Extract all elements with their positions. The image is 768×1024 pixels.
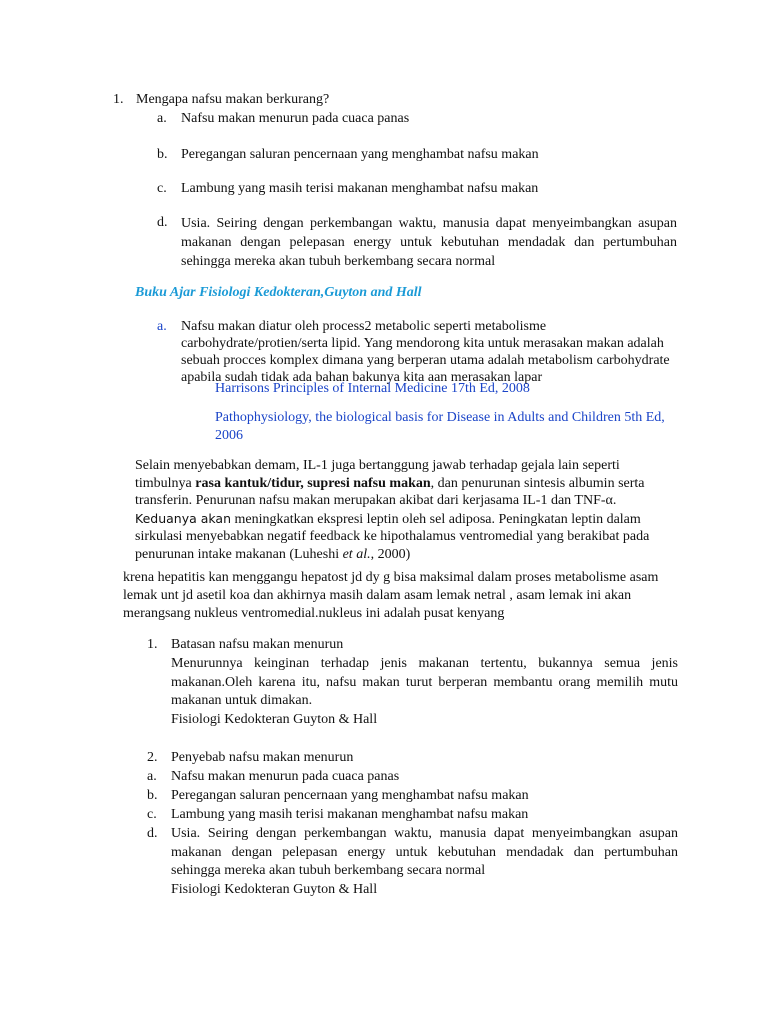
il1-etal: et al. xyxy=(342,546,371,562)
penyebab-item-d-marker: d. xyxy=(147,826,158,841)
q1-item-b-text: Peregangan saluran pencernaan yang menghambat nafsu makan xyxy=(181,147,539,162)
penyebab-item-d-text: Usia. Seiring dengan perkembangan waktu, manusia dapat menyeimbangkan asupan makanan dengan pelepasan energy untuk kebutuhan mendadak dan pertumbuhan sehingga mereka akan tubuh berkembang secara normal xyxy=(171,826,678,878)
q1-item-b-marker: b. xyxy=(157,147,168,162)
q1-item-a-marker: a. xyxy=(157,111,167,126)
batasan-number: 1. xyxy=(147,637,158,652)
q1-item-d-text: Usia. Seiring dengan perkembangan waktu, manusia dapat menyeimbangkan asupan makanan dengan pelepasan energy untuk kebutuhan mendadak dan pertumbuhan sehingga mereka akan tubuh berkembang secara normal xyxy=(181,216,677,269)
batasan-title: Batasan nafsu makan menurun xyxy=(171,637,344,652)
q1-item-c-marker: c. xyxy=(157,181,167,196)
penyebab-item-c-marker: c. xyxy=(147,807,157,822)
il1-text-3: meningkatkan ekspresi leptin oleh sel adiposa. Peningkatan leptin dalam sirkulasi menyebabkan negatif feedback ke hipothalamus ventromedial yang berakibat pada penurunan intake makanan (Luheshi xyxy=(135,511,650,562)
ref-pathophysiology: Pathophysiology, the biological basis for Disease in Adults and Children 5th Ed, 2006 xyxy=(215,410,665,443)
source-guyton-hall: Buku Ajar Fisiologi Kedokteran,Guyton and Hall xyxy=(135,285,422,300)
hepatitis-paragraph: krena hepatitis kan menggangu hepatost jd dy g bisa maksimal dalam proses metabolisme asam lemak unt jd asetil koa dan akhirnya masih dalam asam lemak netral , asam lemak ini akan merangsang nukleus ventromedial.nukleus ini adalah pusat kenyang xyxy=(123,570,659,621)
il1-paragraph xyxy=(135,457,675,563)
il1-bold-text: rasa kantuk/tidur, supresi nafsu makan xyxy=(195,475,431,491)
q1-number: 1. xyxy=(113,92,124,107)
penyebab-title: Penyebab nafsu makan menurun xyxy=(171,750,354,765)
alpha-symbol: α. xyxy=(605,493,617,508)
item-a2-marker: a. xyxy=(157,319,167,334)
ref-harrison: Harrisons Principles of Internal Medicine 17th Ed, 2008 xyxy=(215,381,530,396)
penyebab-number: 2. xyxy=(147,750,158,765)
penyebab-item-a-text: Nafsu makan menurun pada cuaca panas xyxy=(171,769,400,784)
penyebab-item-a-marker: a. xyxy=(147,769,157,784)
item-a2-text: Nafsu makan diatur oleh process2 metabolic seperti metabolisme carbohydrate/protien/serta lipid. Yang mendorong kita untuk merasakan makan adalah sebuah procces komplex dimana yang berperan utama adalah metabolism carbohydrate apabila sudah tidak ada bahan bakunya kita aan merasakan lapar xyxy=(181,319,670,385)
penyebab-item-b-text: Peregangan saluran pencernaan yang menghambat nafsu makan xyxy=(171,788,529,803)
il1-text-2: , dan penurunan sintesis albumin serta transferin. Penurunan nafsu makan merupakan akibat dari kerjasama IL-1 dan TNF- xyxy=(135,475,645,508)
penyebab-source: Fisiologi Kedokteran Guyton & Hall xyxy=(171,882,378,897)
batasan-source: Fisiologi Kedokteran Guyton & Hall xyxy=(171,712,378,727)
q1-item-d-marker: d. xyxy=(157,215,168,230)
batasan-body: Menurunnya keinginan terhadap jenis makanan tertentu, bukannya semua jenis makanan.Oleh karena itu, nafsu makan turut berperan membantu orang memilih mutu makanan untuk dimakan. xyxy=(171,656,678,708)
penyebab-item-b-marker: b. xyxy=(147,788,158,803)
penyebab-item-c-text: Lambung yang masih terisi makanan menghambat nafsu makan xyxy=(171,807,529,822)
q1-item-c-text: Lambung yang masih terisi makanan menghambat nafsu makan xyxy=(181,181,539,196)
q1-item-a-text: Nafsu makan menurun pada cuaca panas xyxy=(181,111,410,126)
il1-keduanya: Keduanya akan xyxy=(135,510,231,526)
il1-text-4: , 2000) xyxy=(370,546,411,562)
q1-question: Mengapa nafsu makan berkurang? xyxy=(136,92,330,107)
il1-text-1: Selain menyebabkan demam, IL-1 juga bertanggung jawab terhadap gejala lain seperti timbulnya xyxy=(135,458,620,491)
